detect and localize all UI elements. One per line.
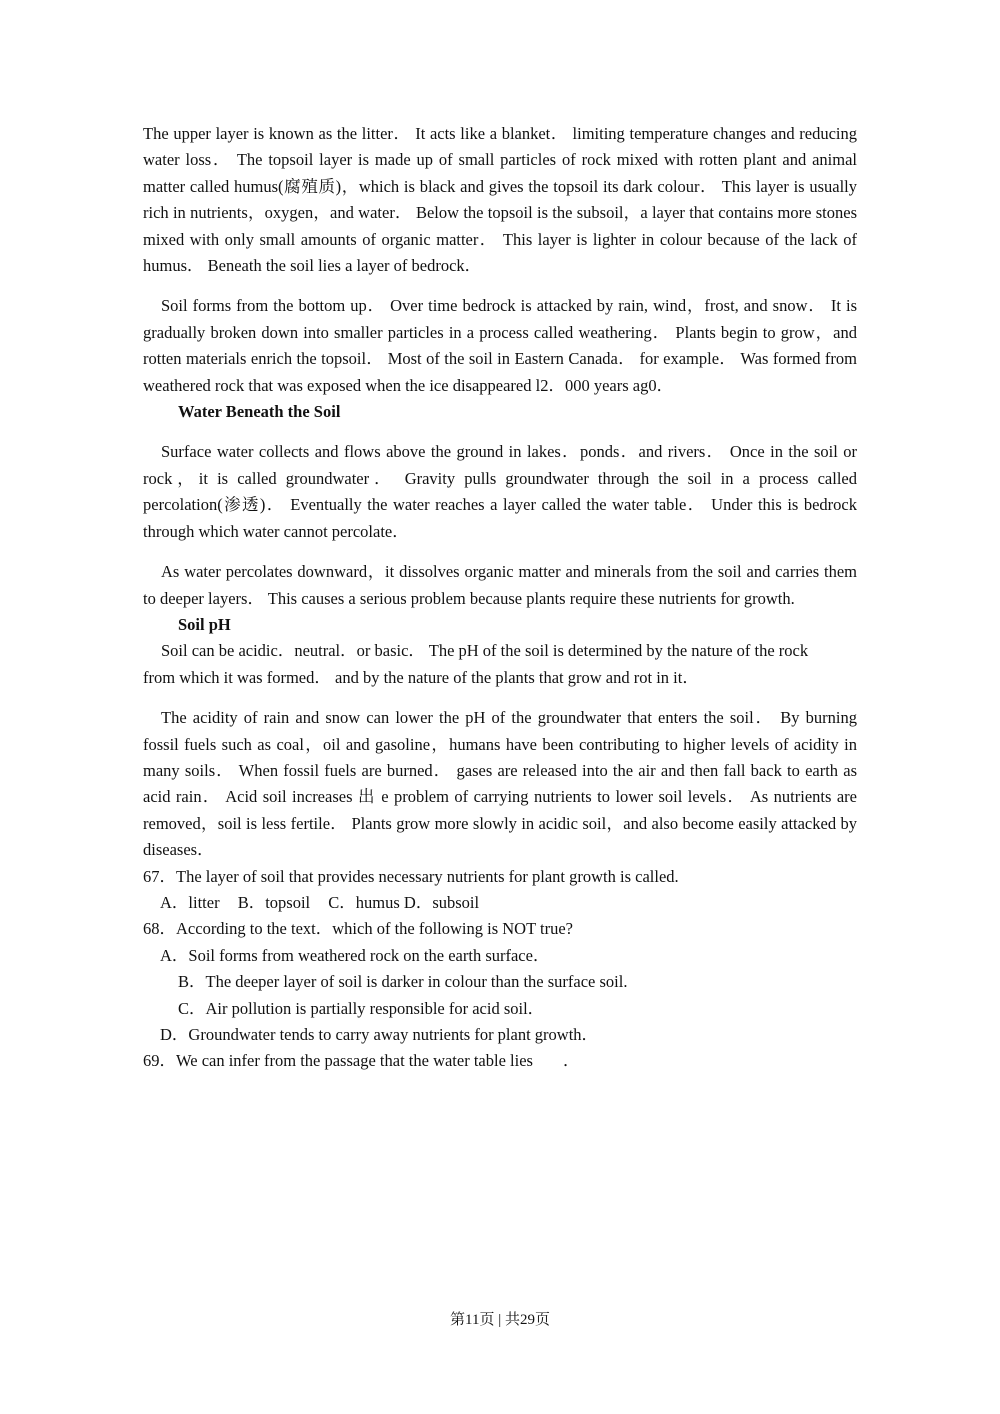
question-69-stem-line bbox=[143, 1048, 857, 1074]
passage-paragraph-3: Surface water collects and flows above the ground in lakes．ponds．and rivers． Once in the soil or rock，it is called groundwater． Gravity pulls groundwater through the soil in a process called percolation(渗透)． Eventually the water reaches a layer called the water table． Under this is bedrock through which water cannot percolate． bbox=[143, 442, 857, 541]
passage-paragraph-5-line-2: from which it was formed． and by the nature of the plants that grow and rot in it． bbox=[143, 667, 699, 687]
passage-paragraph-2: Soil forms from the bottom up． Over time bedrock is attacked by rain, wind，frost, and snow． It is gradually broken down into smaller particles in a process called weathering． Plants begin to grow，and rotten materials enrich the topsoil． Most of the soil in Eastern Canada． for example． Was formed from weathered rock that was exposed when the ice disappeared l2．000 years ag0． bbox=[143, 296, 857, 395]
page-content bbox=[143, 121, 857, 1075]
question-67-stem: 67．The layer of soil that provides necessary nutrients for plant growth is called. bbox=[143, 866, 679, 886]
question-68-option-b[interactable]: B．The deeper layer of soil is darker in colour than the surface soil. bbox=[178, 972, 628, 992]
passage-paragraph-5-line-1: Soil can be acidic．neutral．or basic． The pH of the soil is determined by the nature of the rock bbox=[161, 641, 809, 661]
question-67-option-c-d[interactable]: C．humus D．subsoil bbox=[328, 892, 480, 912]
question-68-option-d[interactable]: D．Groundwater tends to carry away nutrients for plant growth． bbox=[160, 1025, 599, 1044]
passage-paragraph-4: As water percolates downward，it dissolves organic matter and minerals from the soil and carries them to deeper layers． This causes a serious problem because plants require these nutrients for growth. bbox=[143, 562, 857, 608]
question-68-option-c[interactable]: C．Air pollution is partially responsible for acid soil． bbox=[178, 998, 545, 1018]
question-68-option-a[interactable]: A．Soil forms from weathered rock on the earth surface． bbox=[160, 945, 550, 965]
question-67-option-b[interactable]: B．topsoil bbox=[237, 892, 311, 912]
section-heading-water: Water Beneath the Soil bbox=[178, 402, 341, 422]
page-footer: 第11页 | 共29页 bbox=[450, 1312, 550, 1328]
passage-paragraph-6: The acidity of rain and snow can lower the pH of the groundwater that enters the soil． By burning fossil fuels such as coal，oil and gasoline，humans have been contributing to higher levels of acidity in many soils． When fossil fuels are burned． gases are released into the air and then fall back to earth as acid rain． Acid soil increases 出 e problem of carrying nutrients to lower soil levels． As nutrients are removed，soil is less fertile． Plants grow more slowly in acidic soil，and also become easily attacked by diseases． bbox=[143, 708, 857, 860]
question-69-end: ． bbox=[562, 1051, 580, 1071]
question-68-stem: 68．According to the text．which of the following is NOT true? bbox=[143, 919, 573, 939]
question-69-stem: 69．We can infer from the passage that the water table lies bbox=[143, 1051, 533, 1071]
question-67-options bbox=[143, 890, 857, 916]
question-67-option-a[interactable]: A．litter bbox=[160, 892, 220, 912]
passage-paragraph-1: The upper layer is known as the litter． It acts like a blanket． limiting temperature changes and reducing water loss． The topsoil layer is made up of small particles of rock mixed with rotten plant and animal matter called humus(腐殖质)，which is black and gives the topsoil its dark colour． This layer is usually rich in nutrients，oxygen，and water． Below the topsoil is the subsoil，a layer that contains more stones mixed with only small amounts of organic matter． This layer is lighter in colour because of the lack of humus． Beneath the soil lies a layer of bedrock． bbox=[143, 124, 857, 276]
section-heading-ph: Soil pH bbox=[178, 614, 231, 634]
